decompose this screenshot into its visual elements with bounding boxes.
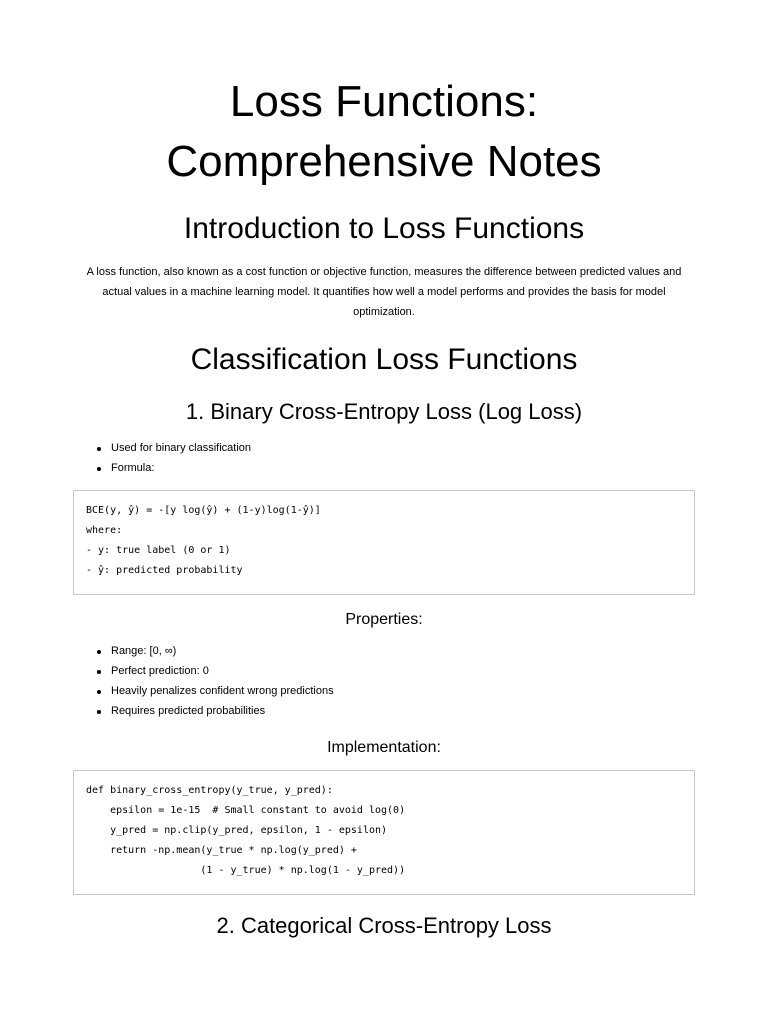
bce-bullet-list [96,438,251,478]
list-item: Requires predicted probabilities [96,701,334,721]
bce-heading: 1. Binary Cross-Entropy Loss (Log Loss) [185,399,583,424]
implementation-heading: Implementation: [327,739,441,756]
cce-heading: 2. Categorical Cross-Entropy Loss [216,913,552,938]
page-title [0,72,768,192]
list-item: Perfect prediction: 0 [96,661,334,681]
list-item: Range: [0, ∞) [96,641,334,661]
classification-heading: Classification Loss Functions [190,343,578,376]
list-item: Formula: [96,458,251,478]
implementation-code: def binary_cross_entropy(y_true, y_pred): epsilon = 1e-15 # Small constant to avoid log(0) y_pred = np.clip(y_pred, epsilon, 1 - epsilon) return -np.mean(y_true * np.log(y_pred) + (1 - y_true) * np.log(1 - y_pred)) [86,785,406,876]
properties-list [96,641,334,721]
intro-heading: Introduction to Loss Functions [183,212,585,245]
page-title-line-1: Loss Functions: [229,77,539,126]
implementation-code-block [73,770,695,895]
properties-heading: Properties: [345,611,423,628]
formula-code-block [73,490,695,595]
formula-code: BCE(y, ŷ) = -[y log(ŷ) + (1-y)log(1-ŷ)] where: - y: true label (0 or 1) - ŷ: predicted probability [86,505,321,576]
list-item: Used for binary classification [96,438,251,458]
intro-paragraph: A loss function, also known as a cost function or objective function, measures the difference between predicted values and actual values in a machine learning model. It quantifies how well a model performs and provides the basis for model optimization. [86,266,682,318]
list-item: Heavily penalizes confident wrong predictions [96,681,334,701]
page-title-line-2: Comprehensive Notes [166,137,602,186]
